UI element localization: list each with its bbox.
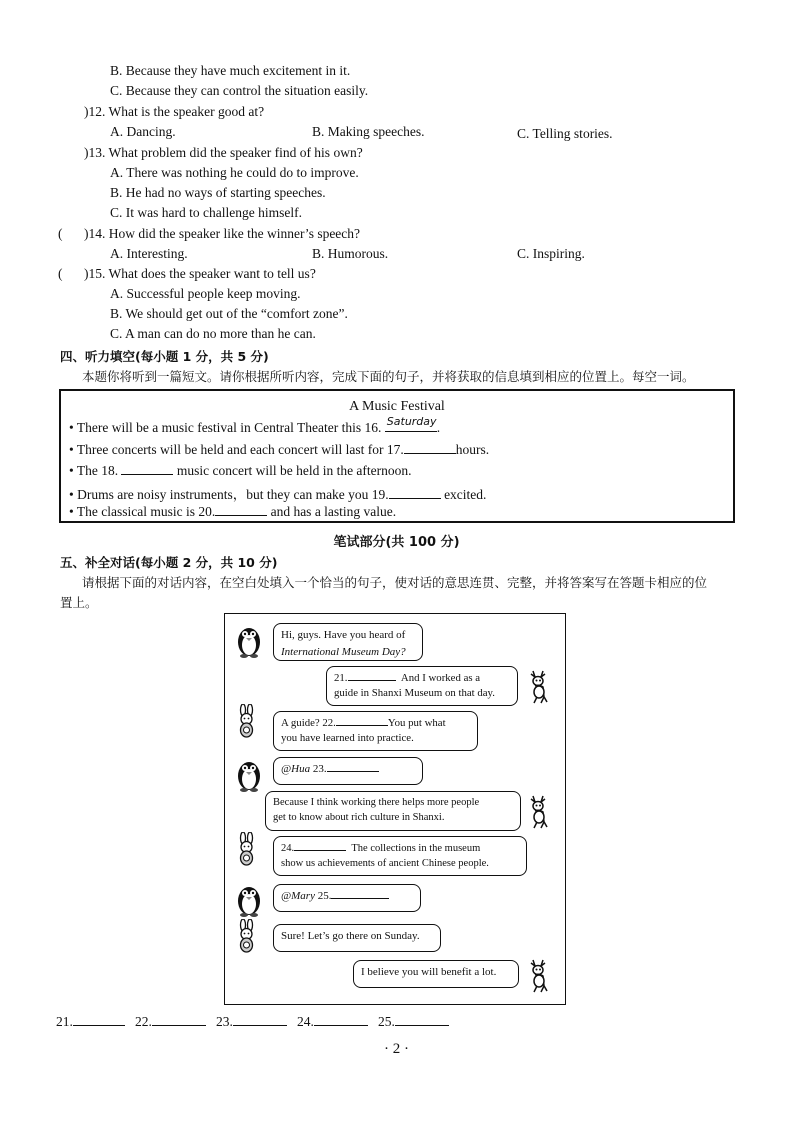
page-number: · 2 · bbox=[384, 1041, 409, 1057]
q12-option-b: B. Making speeches. bbox=[312, 124, 425, 139]
notes-line-20: • The classical music is 20. and has a lasting value. bbox=[69, 504, 397, 519]
q13-option-b: B. He had no ways of starting speeches. bbox=[110, 185, 326, 200]
bubble-rabbit-2: 24. The collections in the museum show us achievements of ancient Chinese people. bbox=[273, 836, 527, 876]
line19-text: Drums are noisy instruments，but they can make you 19. bbox=[77, 487, 389, 502]
bubble-penguin-1: Hi, guys. Have you heard of International Museum Day? bbox=[273, 623, 423, 661]
section5-heading: 五、补全对话(每小题 2 分，共 10 分) bbox=[60, 555, 278, 570]
answer-17-blank[interactable] bbox=[404, 441, 456, 454]
music-festival-box bbox=[59, 389, 735, 523]
line17-text: Three concerts will be held and each concert will last for 17. bbox=[76, 442, 404, 457]
answer-sheet-22[interactable] bbox=[152, 1013, 206, 1026]
answer-23-blank[interactable] bbox=[327, 761, 379, 772]
line20-text: The classical music is 20. bbox=[76, 504, 216, 519]
q14-stem: )14. How did the speaker like the winner’s speech? bbox=[84, 226, 361, 241]
bubble-penguin-2: @Hua 23. bbox=[273, 757, 423, 785]
q13-option-c: C. It was hard to challenge himself. bbox=[110, 205, 302, 220]
answer-20-blank[interactable] bbox=[215, 503, 267, 516]
penguin-icon bbox=[235, 881, 263, 917]
answer-24-blank[interactable] bbox=[294, 840, 346, 851]
q12-option-a: A. Dancing. bbox=[110, 124, 176, 139]
q11-option-b: B. Because they have much excitement in it. bbox=[110, 63, 351, 78]
deer-icon bbox=[525, 669, 553, 705]
answer-19-blank[interactable] bbox=[389, 486, 441, 499]
q13-stem: )13. What problem did the speaker find of his own? bbox=[84, 145, 363, 160]
notes-line-16: • There will be a music festival in Central Theater this 16. Saturday . bbox=[69, 415, 441, 435]
line18-text: The 18. bbox=[76, 463, 119, 478]
q14-option-b: B. Humorous. bbox=[312, 246, 389, 261]
section4-instruction: 本题你将听到一篇短文。请你根据所听内容，完成下面的句子，并将获取的信息填到相应的位置上。每空一词。 bbox=[82, 369, 695, 384]
answer-sheet-25[interactable] bbox=[395, 1013, 449, 1026]
answer-16-blank[interactable] bbox=[385, 415, 437, 432]
answer-25-blank[interactable] bbox=[331, 888, 389, 899]
q12-stem: )12. What is the speaker good at? bbox=[84, 104, 265, 119]
answer-22-blank[interactable] bbox=[336, 715, 388, 726]
deer-icon bbox=[525, 794, 553, 830]
q15-paren: ( bbox=[58, 266, 63, 281]
answer-sheet-24[interactable] bbox=[314, 1013, 368, 1026]
penguin-icon bbox=[235, 756, 263, 792]
q12-option-c: C. Telling stories. bbox=[517, 126, 613, 141]
rabbit-icon bbox=[233, 704, 261, 740]
dialogue-frame bbox=[224, 613, 566, 1005]
bubble-rabbit-3: Sure! Let’s go there on Sunday. bbox=[273, 924, 441, 952]
q15-stem: )15. What does the speaker want to tell us? bbox=[84, 266, 316, 281]
bubble-deer-1: 21. And I worked as a guide in Shanxi Museum on that day. bbox=[326, 666, 518, 706]
q15-option-c: C. A man can do no more than he can. bbox=[110, 326, 316, 341]
notes-line-19: • Drums are noisy instruments，but they can make you 19. excited. bbox=[69, 487, 487, 502]
answer-sheet-21[interactable] bbox=[73, 1013, 125, 1026]
q14-option-a: A. Interesting. bbox=[110, 246, 188, 261]
section4-heading: 四、听力填空(每小题 1 分，共 5 分) bbox=[60, 349, 269, 364]
bubble-deer-3: I believe you will benefit a lot. bbox=[353, 960, 519, 988]
answer-18-blank[interactable] bbox=[121, 462, 173, 475]
notes-line-18: • The 18. music concert will be held in the afternoon. bbox=[69, 463, 412, 478]
q14-option-c: C. Inspiring. bbox=[517, 246, 585, 261]
written-part-title: 笔试部分(共 100 分) bbox=[333, 535, 460, 550]
answer-16-handwriting: Saturday bbox=[386, 415, 437, 428]
box-title: A Music Festival bbox=[349, 399, 445, 414]
q13-option-a: A. There was nothing he could do to improve. bbox=[110, 165, 359, 180]
penguin-icon bbox=[235, 622, 263, 658]
notes-line-17: • Three concerts will be held and each concert will last for 17. hours. bbox=[69, 442, 490, 457]
answer-sheet-23[interactable] bbox=[233, 1013, 287, 1026]
rabbit-icon bbox=[233, 832, 261, 868]
section5-instruction-1: 请根据下面的对话内容，在空白处填入一个恰当的句子，使对话的意思连贯、完整，并将答案写在答题卡相应的位 bbox=[82, 575, 708, 590]
bubble-penguin-3: @Mary 25. bbox=[273, 884, 421, 912]
rabbit-icon bbox=[233, 919, 261, 955]
q15-option-a: A. Successful people keep moving. bbox=[110, 286, 301, 301]
answer-line: 21. 22. 23. 24. 25. bbox=[56, 1013, 449, 1030]
q14-paren: ( bbox=[58, 226, 63, 241]
q11-option-c: C. Because they can control the situation easily. bbox=[110, 83, 369, 98]
deer-icon bbox=[525, 958, 553, 994]
answer-21-blank[interactable] bbox=[348, 670, 396, 681]
bubble-deer-2: Because I think working there helps more people get to know about rich culture in Shanxi. bbox=[265, 791, 521, 831]
line16-text: There will be a music festival in Central Theater this 16. bbox=[76, 420, 382, 435]
bubble-rabbit-1: A guide? 22. You put what you have learned into practice. bbox=[273, 711, 478, 751]
q15-option-b: B. We should get out of the “comfort zone”. bbox=[110, 306, 348, 321]
section5-instruction-2: 置上。 bbox=[60, 595, 98, 610]
